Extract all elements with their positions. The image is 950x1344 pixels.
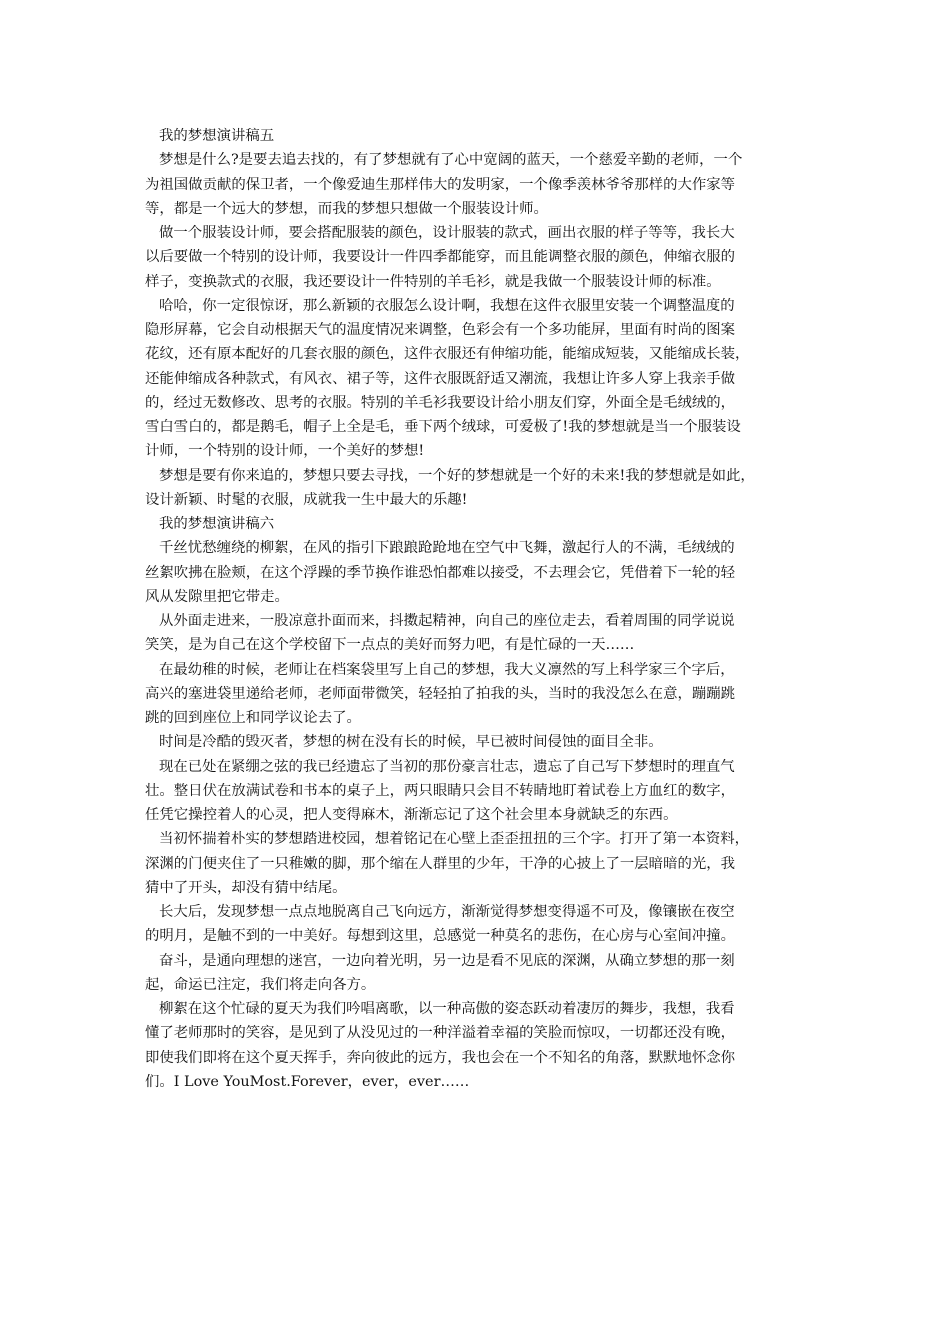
paragraph: 现在已处在紧绷之弦的我已经遗忘了当初的那份豪言壮志，遗忘了自己写下梦想时的理直气 壮。整日伏在放满试卷和书本的桌子上，两只眼睛只会目不转睛地盯着试卷上方血红的数字， 任凭它操控着人的心灵，把人变得麻木，渐渐忘记了这个社会里本身就缺乏的东西。 [145,758,736,823]
paragraph: 长大后，发现梦想一点点地脱离自己飞向远方，渐渐觉得梦想变得遥不可及，像镶嵌在夜空 的明月，是触不到的一中美好。每想到这里，总感觉一种莫名的悲伤，在心房与心室间冲撞。 [145,904,736,945]
paragraph: 千丝忧愁缠绕的柳絮，在风的指引下踉踉跄跄地在空气中飞舞，激起行人的不满，毛绒绒的 丝絮吹拂在脸颊，在这个浮躁的季节换作谁恐怕都难以接受，不去理会它，凭借着下一轮的轻 风从发隙里把它带走。 [145,540,736,605]
heading-speech-five: 我的梦想演讲稿五 [159,128,275,144]
paragraph: 当初怀揣着朴实的梦想踏进校园，想着铭记在心壁上歪歪扭扭的三个字。打开了第一本资料， 深渊的门便夹住了一只稚嫩的脚，那个缩在人群里的少年，干净的心披上了一层暗暗的光，我 猜中了开头，却没有猜中结尾。 [145,831,750,896]
paragraph: 时间是冷酷的毁灭者，梦想的树在没有长的时候，早已被时间侵蚀的面目全非。 [159,734,663,751]
paragraph: 做一个服装设计师，要会搭配服装的颜色，设计服装的款式，画出衣服的样子等等，我长大 以后要做一个特别的设计师，我要设计一件四季都能穿，而且能调整衣服的颜色，伸缩衣服的 样子，变换款式的衣服，我还要设计一件特别的羊毛衫，就是我做一个服装设计师的标准。 [145,225,736,290]
paragraph: 哈哈，你一定很惊讶，那么新颖的衣服怎么设计啊，我想在这件衣服里安装一个调整温度的 隐形屏幕，它会自动根据天气的温度情况来调整，色彩会有一个多功能屏，里面有时尚的图案 花纹，还有原本配好的几套衣服的颜色，这件衣服还有伸缩功能，能缩成短装，又能缩成长装， 还能伸缩成各种款式，有风衣、裙子等，这件衣服既舒适又潮流，我想让许多人穿上我亲手做 的，经过无数修改、思考的衣服。特别的羊毛衫我要设计给小朋友们穿，外面全是毛绒绒的， 雪白雪白的，都是鹅毛，帽子上全是毛，垂下两个绒球，可爱极了!我的梦想就是当一个服装设 计师，一个特别的设计师，一个美好的梦想! [145,297,750,460]
paragraph: 梦想是什么?是要去追去找的，有了梦想就有了心中宽阔的蓝天，一个慈爱辛勤的老师，一个 为祖国做贡献的保卫者，一个像爱迪生那样伟大的发明家，一个像季羡林爷爷那样的大作家等 等，都是一个远大的梦想，而我的梦想只想做一个服装设计师。 [145,152,743,217]
paragraph: 从外面走进来，一股凉意扑面而来，抖擞起精神，向自己的座位走去，看着周围的同学说说 笑笑，是为自己在这个学校留下一点点的美好而努力吧，有是忙碌的一天…… [145,613,735,654]
paragraph: 梦想是要有你来追的，梦想只要去寻找，一个好的梦想就是一个好的未来!我的梦想就是如此， 设计新颖、时髦的衣服，成就我一生中最大的乐趣! [145,467,755,508]
document-body [145,124,820,1094]
heading-speech-six: 我的梦想演讲稿六 [159,516,275,532]
paragraph: 在最幼稚的时候，老师让在档案袋里写上自己的梦想，我大义凛然的写上科学家三个字后， 高兴的塞进袋里递给老师，老师面带微笑，轻轻拍了拍我的头，当时的我没怎么在意，蹦蹦跳 跳的回到座位上和同学议论去了。 [145,661,736,726]
paragraph: 奋斗，是通向理想的迷宫，一边向着光明，另一边是看不见底的深渊，从确立梦想的那一刻 起，命运已注定，我们将走向各方。 [145,952,735,993]
paragraph: 柳絮在这个忙碌的夏天为我们吟唱离歌，以一种高傲的姿态跃动着凄厉的舞步，我想，我看 懂了老师那时的笑容，是见到了从没见过的一种洋溢着幸福的笑脸而惊叹，一切都还没有晚， 即使我们即将在这个夏天挥手，奔向彼此的远方，我也会在一个不知名的角落，默默地怀念你 们。I Love YouMost.Forever，ever，ever…… [145,1001,736,1090]
